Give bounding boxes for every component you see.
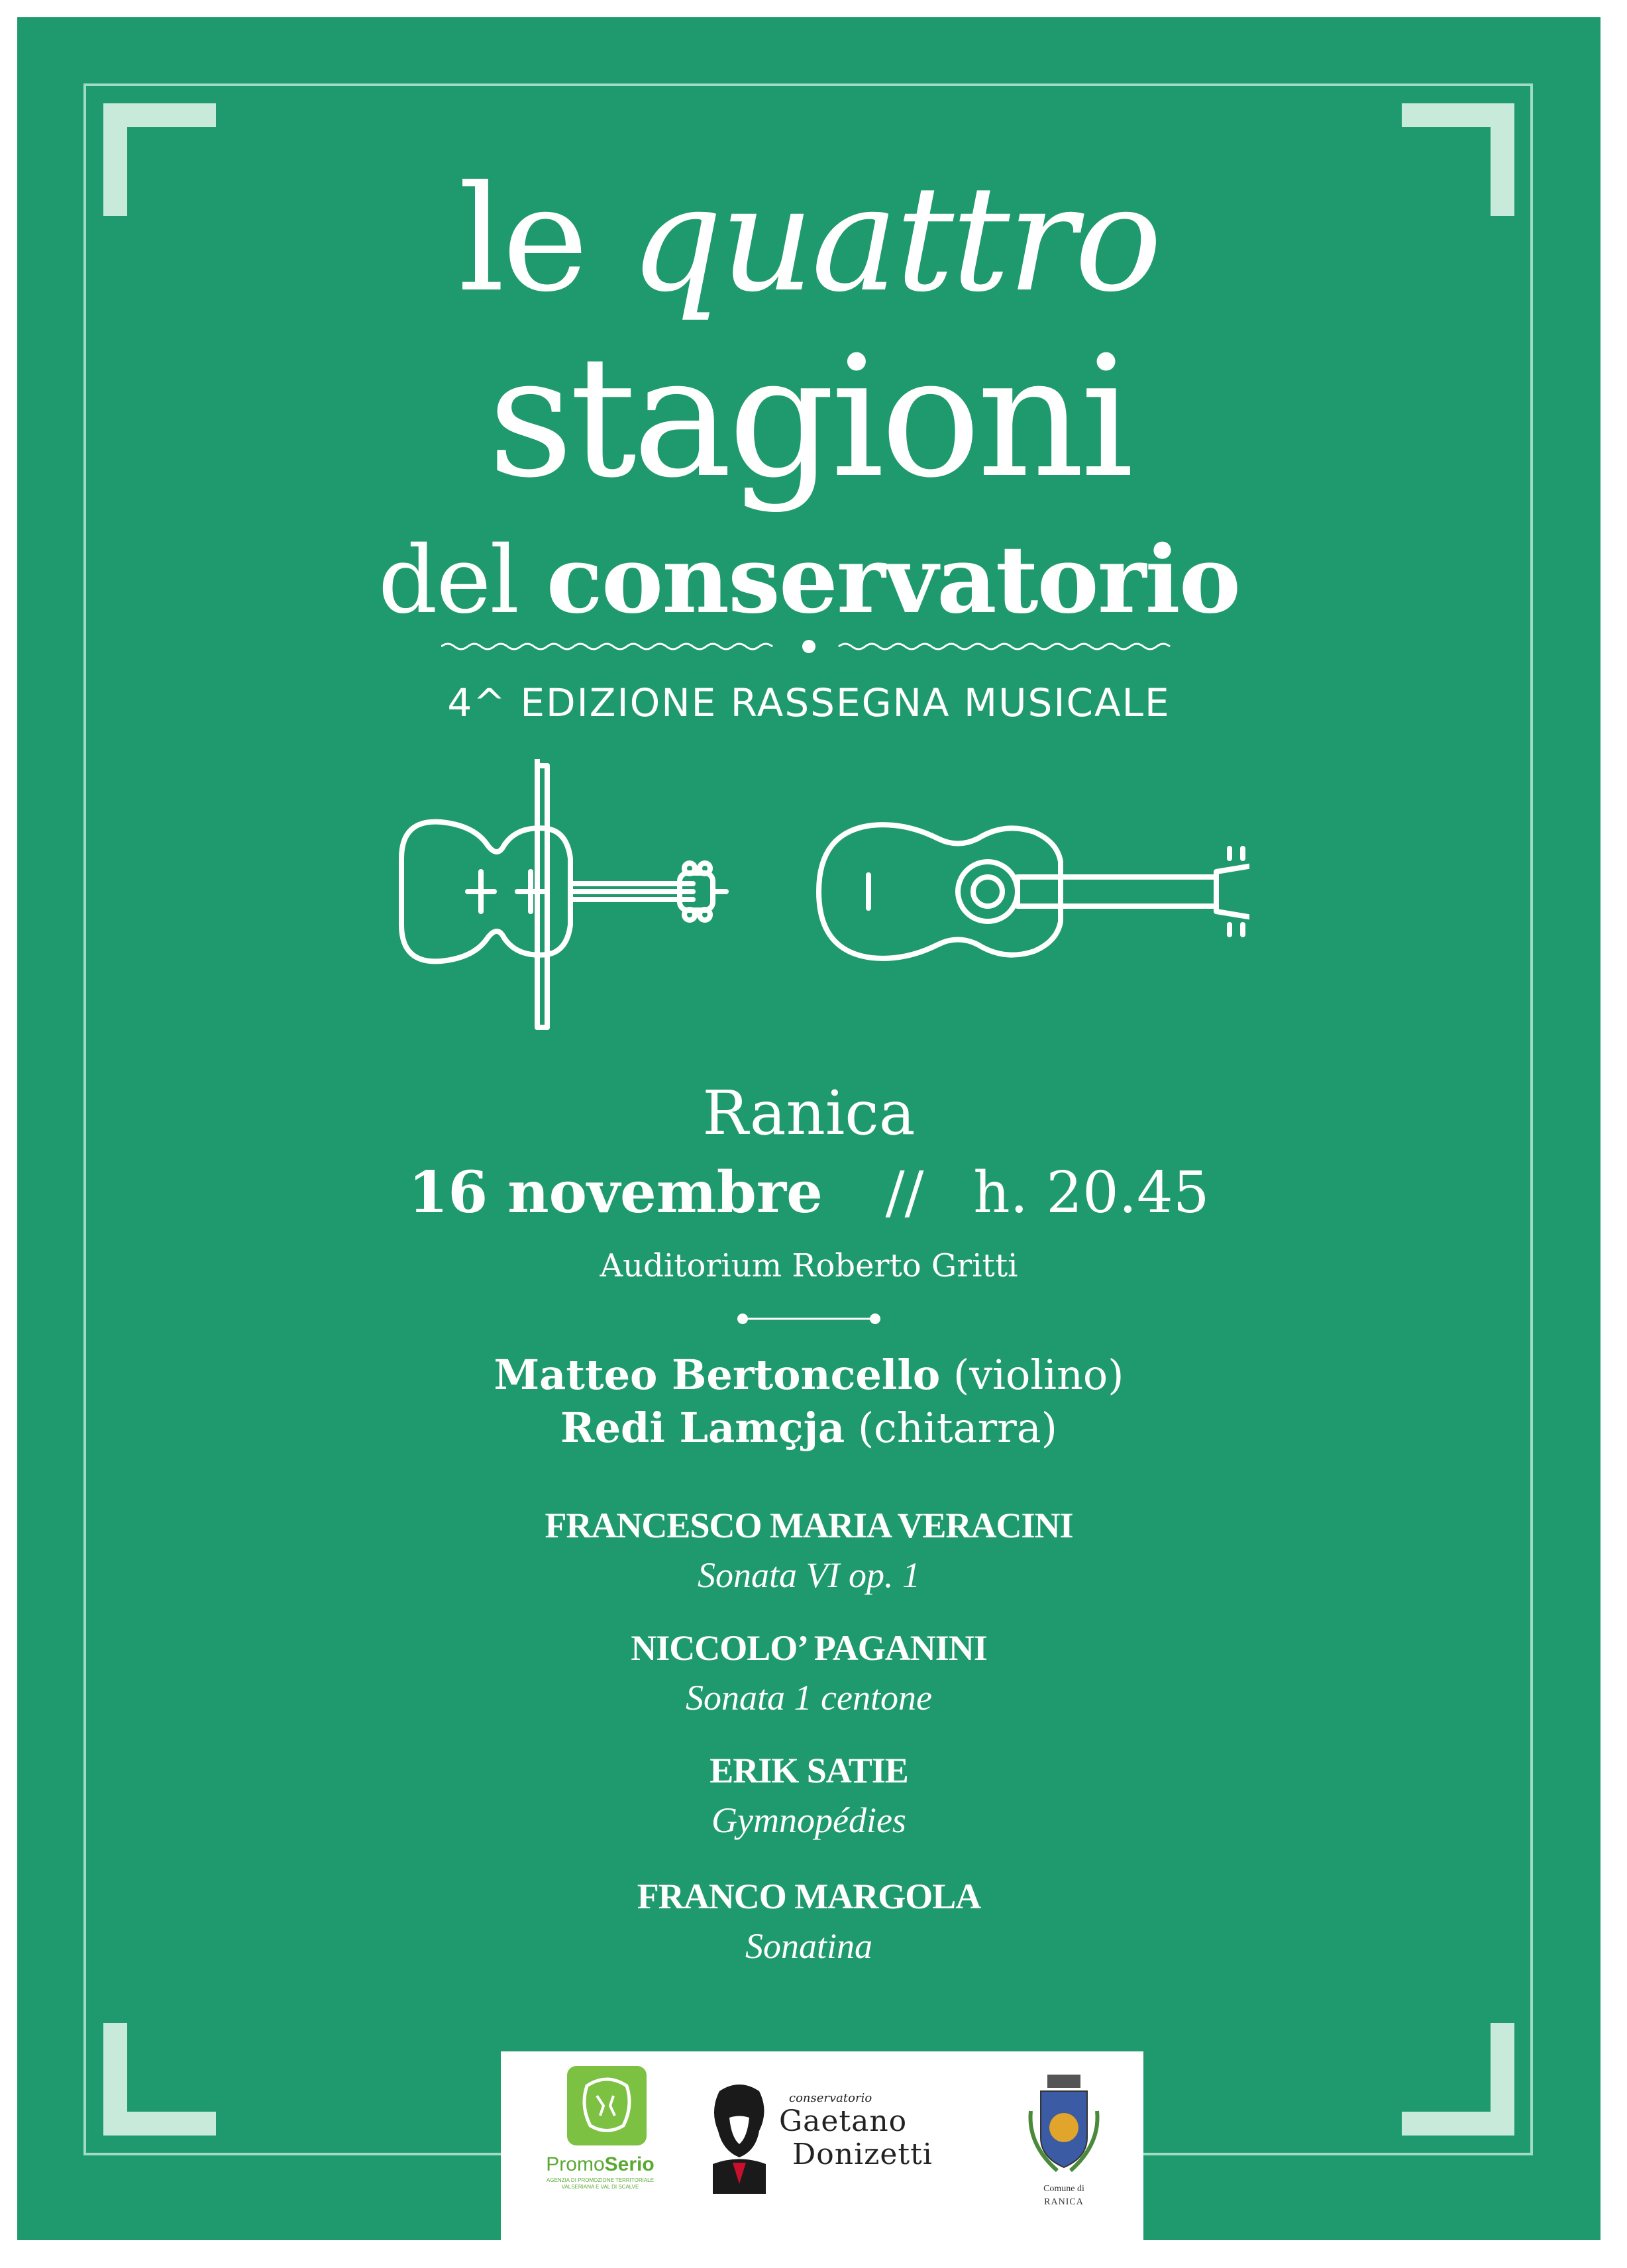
conservatorio-logo — [700, 2078, 938, 2210]
program-composer: ERIK SATIE — [709, 1751, 908, 1790]
corner-bottom-right — [1402, 2023, 1514, 2136]
program-work: Sonata 1 centone — [686, 1678, 932, 1718]
wave-divider — [441, 633, 1177, 660]
instruments-illustration — [388, 759, 1249, 1044]
promoserio-tagline: AGENZIA DI PROMOZIONE TERRITORIALE VALSERIANA E VAL DI SCALVE — [547, 2177, 654, 2190]
promoserio-name: PromoSerio — [546, 2153, 655, 2175]
comune-label: Comune di — [1043, 2184, 1084, 2194]
guitar-icon — [819, 825, 1249, 958]
donizetti-portrait-icon — [700, 2078, 779, 2197]
program-work: Sonata VI op. 1 — [698, 1555, 920, 1595]
poster — [17, 17, 1601, 2240]
program-composer: FRANCO MARGOLA — [637, 1877, 981, 1916]
comune-name: RANICA — [1044, 2197, 1084, 2207]
performer-name: Redi Lamçja — [560, 1404, 845, 1452]
dot-divider — [736, 1309, 882, 1329]
conservatorio-label: conservatorio — [789, 2091, 872, 2105]
promoserio-logo — [541, 2066, 660, 2225]
title-word-del: del — [378, 527, 519, 635]
performer-1 — [17, 1349, 1601, 1402]
fox-icon — [567, 2066, 647, 2145]
title-line-3 — [17, 527, 1601, 634]
violin-icon — [401, 759, 726, 1027]
coat-of-arms-icon — [1018, 2071, 1110, 2184]
performer-instrument: (chitarra) — [857, 1404, 1057, 1452]
title-word-le: le — [458, 154, 586, 324]
event-date: 16 novembre — [408, 1159, 823, 1226]
program-work: Sonatina — [745, 1926, 872, 1966]
event-city: Ranica — [702, 1078, 916, 1149]
performer-instrument: (violino) — [953, 1351, 1124, 1399]
title-line-2: stagioni — [488, 321, 1130, 515]
event-time: h. 20.45 — [973, 1160, 1210, 1226]
event-venue: Auditorium Roberto Gritti — [600, 1247, 1018, 1284]
sponsor-bar — [501, 2051, 1143, 2240]
program-work: Gymnopédies — [711, 1800, 906, 1840]
comune-logo — [1018, 2071, 1110, 2230]
conservatorio-name-1: Gaetano — [779, 2104, 908, 2138]
conservatorio-name-2: Donizetti — [792, 2138, 933, 2171]
corner-bottom-left — [103, 2023, 216, 2136]
program-composer: FRANCESCO MARIA VERACINI — [545, 1506, 1073, 1545]
subtitle: 4^ EDIZIONE RASSEGNA MUSICALE — [447, 680, 1171, 725]
event-date-time — [17, 1157, 1601, 1229]
performer-name: Matteo Bertoncello — [494, 1351, 941, 1399]
title-word-quattro: quattro — [629, 154, 1160, 324]
program-composer: NICCOLO’ PAGANINI — [631, 1628, 987, 1668]
title-line-1 — [17, 154, 1601, 324]
title-word-conservatorio: conservatorio — [546, 526, 1240, 635]
event-separator: // — [885, 1160, 924, 1226]
performer-2 — [17, 1402, 1601, 1455]
